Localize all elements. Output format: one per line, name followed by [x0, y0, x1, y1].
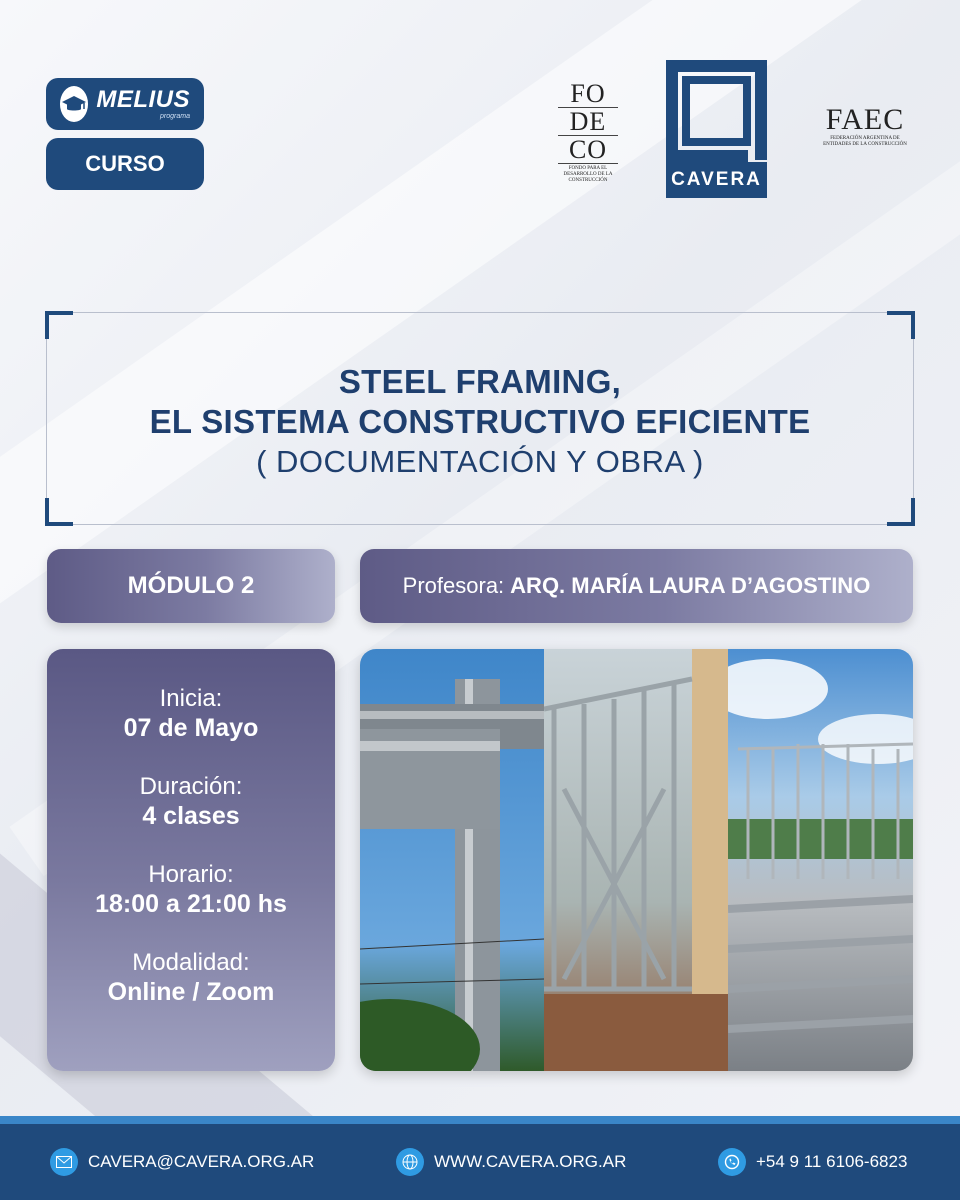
photo-wall-frame [544, 649, 728, 1071]
whatsapp-icon [718, 1148, 746, 1176]
info-label: Horario: [148, 861, 234, 888]
info-start [47, 685, 335, 743]
info-value: Online / Zoom [107, 978, 275, 1006]
course-badge: CURSO [46, 138, 204, 190]
website-contact[interactable] [396, 1148, 626, 1176]
fodeco-subtitle: FONDO PARA EL DESARROLLO DE LA CONSTRUCCIÓN [563, 166, 613, 183]
info-duration [47, 773, 335, 831]
info-label: Modalidad: [132, 949, 250, 976]
fodeco-line: CO [558, 136, 618, 164]
info-label: Inicia: [159, 685, 223, 712]
fodeco-line: FO [558, 80, 618, 108]
mail-icon [50, 1148, 78, 1176]
website-link[interactable]: WWW.CAVERA.ORG.AR [434, 1152, 627, 1171]
teacher-prefix: Profesora: [402, 573, 505, 598]
globe-icon [396, 1148, 424, 1176]
course-title [46, 362, 914, 482]
phone-contact[interactable] [718, 1148, 907, 1176]
teacher-name: ARQ. MARÍA LAURA D’AGOSTINO [510, 573, 871, 598]
faec-subtitle: FEDERACIÓN ARGENTINA DE ENTIDADES DE LA CONSTRUCCIÓN [823, 136, 907, 147]
info-label: Duración: [139, 773, 243, 800]
title-line-1: STEEL FRAMING, [338, 363, 622, 400]
cavera-logo-text: CAVERA [666, 162, 767, 198]
phone-number[interactable]: +54 9 11 6106-6823 [756, 1152, 908, 1171]
title-line-2: EL SISTEMA CONSTRUCTIVO EFICIENTE [149, 403, 811, 440]
title-frame [46, 312, 914, 525]
footer-accent-line [0, 1116, 960, 1124]
info-value: 4 clases [142, 802, 240, 830]
frame-corner [887, 311, 915, 339]
frame-corner [45, 498, 73, 526]
email-link[interactable]: CAVERA@CAVERA.ORG.AR [88, 1152, 315, 1171]
fodeco-line: DE [558, 108, 618, 136]
email-contact[interactable] [50, 1148, 314, 1176]
photo-site-frames [728, 649, 913, 1071]
brand-sub: programa [160, 113, 190, 120]
info-schedule [47, 861, 335, 919]
module-badge: MÓDULO 2 [47, 549, 335, 623]
teacher-badge [360, 549, 913, 623]
fodeco-logo [558, 80, 618, 184]
graduation-cap-icon [60, 86, 88, 122]
faec-logo-text: FAEC [825, 103, 905, 136]
frame-corner [887, 498, 915, 526]
steel-framing-photos [360, 649, 913, 1071]
faec-logo [820, 104, 910, 148]
photo-steel-frame-closeup [360, 649, 544, 1071]
title-line-3: ( DOCUMENTACIÓN Y OBRA ) [256, 444, 704, 479]
footer [0, 1124, 960, 1200]
info-value: 07 de Mayo [123, 714, 259, 742]
brand-name: MELIUS [96, 86, 190, 113]
cavera-mark-icon [666, 60, 767, 162]
info-mode [47, 949, 335, 1007]
course-info-card [47, 649, 335, 1071]
info-value: 18:00 a 21:00 hs [95, 890, 287, 918]
frame-corner [45, 311, 73, 339]
melius-logo [46, 78, 204, 130]
cavera-logo [666, 60, 767, 198]
